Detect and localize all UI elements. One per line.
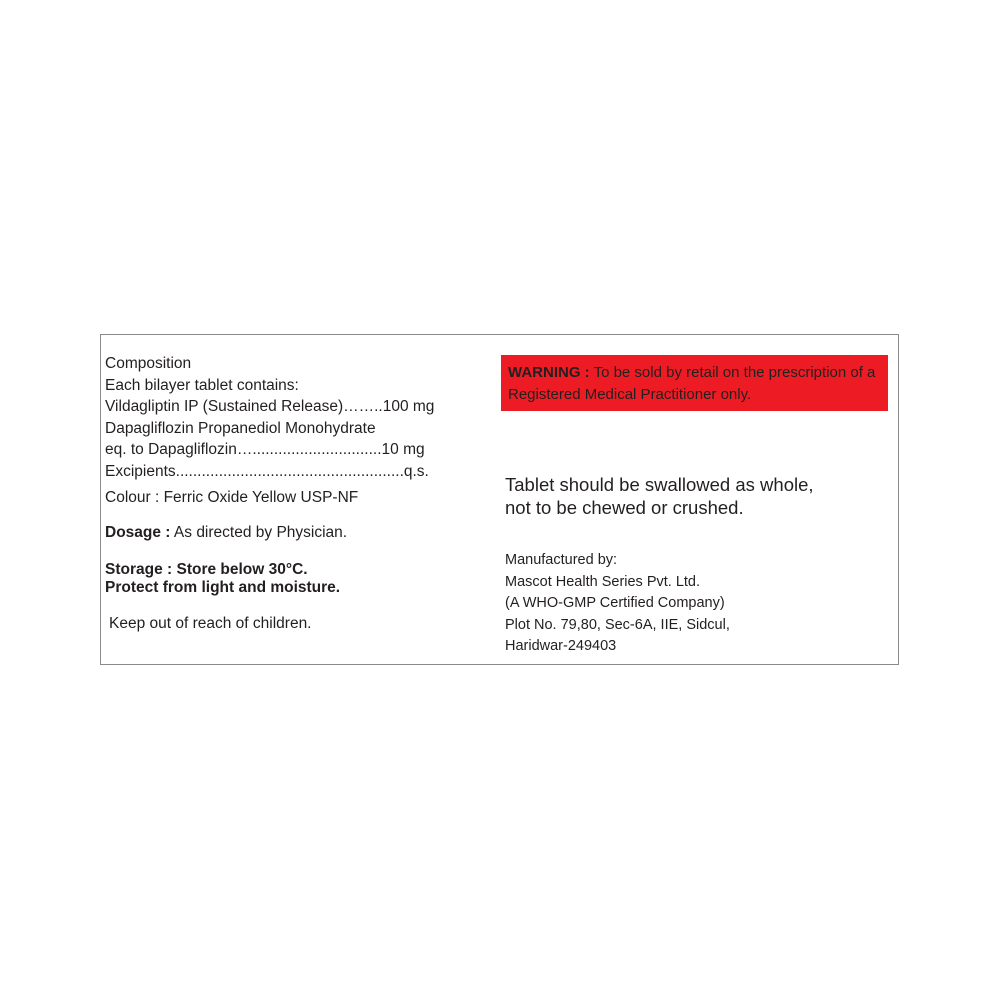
warning-label: WARNING : [508,364,590,381]
dosage-statement [105,522,485,544]
warning-text: To be sold by retail on the prescription of a Registered Medical Practitioner only. [508,364,876,403]
composition-heading: Composition [105,355,192,372]
keep-out-of-reach: Keep out of reach of children. [109,615,312,632]
dosage-text: As directed by Physician. [170,523,348,541]
composition-line-dapagliflozin-eq: eq. to Dapagliflozin…..............................10 mg [105,441,425,458]
storage-line-temperature: Storage : Store below 30°C. [105,561,308,578]
storage-line-protect: Protect from light and moisture. [105,579,341,596]
composition-line-excipients: Excipients.....................................................q.s. [105,462,429,480]
swallow-instruction [505,473,885,519]
swallow-line-2: not to be chewed or crushed. [505,497,744,518]
manufacturer-certification: (A WHO-GMP Certified Company) [505,595,725,611]
manufacturer-name: Mascot Health Series Pvt. Ltd. [505,573,701,590]
label-panel [100,334,899,665]
composition-section [105,353,485,635]
swallow-line-1: Tablet should be swallowed as whole, [505,474,814,495]
manufacturer-city: Haridwar-249403 [505,638,617,654]
dosage-label: Dosage : [105,523,171,541]
composition-line-dapagliflozin: Dapagliflozin Propanediol Monohydrate [105,419,376,437]
storage-statement [105,561,485,597]
composition-intro: Each bilayer tablet contains: [105,376,299,394]
manufacturer-block [505,550,885,658]
colour-statement: Colour : Ferric Oxide Yellow USP-NF [105,489,359,506]
composition-line-vildagliptin: Vildagliptin IP (Sustained Release)……..100 mg [105,398,435,415]
manufacturer-address: Plot No. 79,80, Sec-6A, IIE, Sidcul, [505,616,730,633]
manufacturer-heading: Manufactured by: [505,552,618,568]
warning-banner [501,355,888,411]
